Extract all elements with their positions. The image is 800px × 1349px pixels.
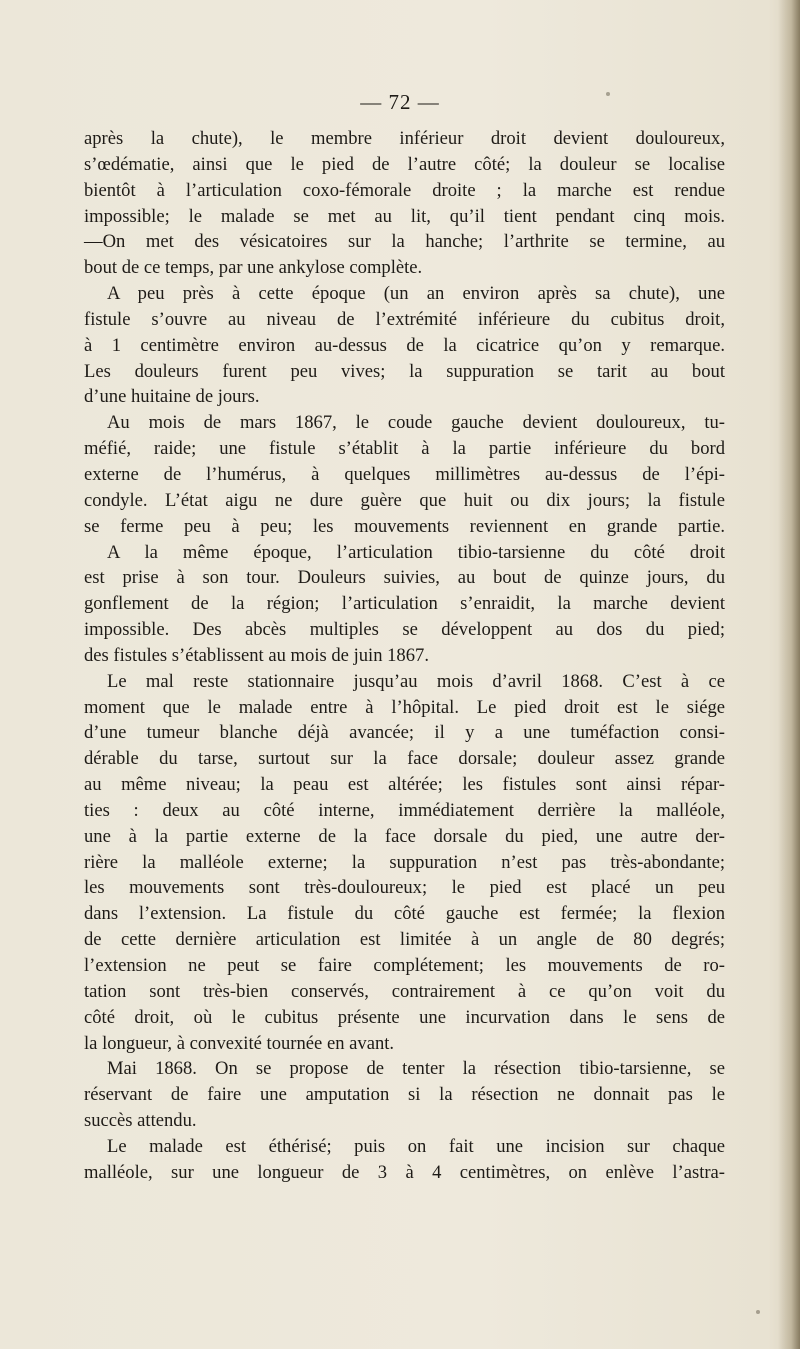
text-line: externe de l’humérus, à quelques millimètres au-dessus de l’épi- [84,463,725,485]
text-line: Les douleurs furent peu vives; la suppuration se tarit au bout [84,360,725,382]
text-line: Mai 1868. On se propose de tenter la résection tibio-tarsienne, se [107,1058,725,1080]
text-line: bientôt à l’articulation coxo-fémorale droite ; la marche est rendue [84,179,725,201]
text-line: tation sont très-bien conservés, contrairement à ce qu’on voit du [84,980,725,1002]
text-line: se ferme peu à peu; les mouvements reviennent en grande partie. [84,515,725,537]
text-line: Au mois de mars 1867, le coude gauche devient douloureux, tu- [107,412,725,434]
paper-speck [756,1310,760,1314]
text-line: rière la malléole externe; la suppuration n’est pas très-abondante; [84,851,725,873]
text-line: Le malade est éthérisé; puis on fait une incision sur chaque [107,1135,725,1157]
text-line: d’une huitaine de jours. [84,386,260,408]
text-line: moment que le malade entre à l’hôpital. Le pied droit est le siége [84,696,725,718]
text-line: la longueur, à convexité tournée en avant. [84,1032,395,1054]
text-line: A la même époque, l’articulation tibio-tarsienne du côté droit [107,541,725,563]
text-line: Le mal reste stationnaire jusqu’au mois d’avril 1868. C’est à ce [107,670,725,692]
text-line: une à la partie externe de la face dorsale du pied, une autre der- [84,825,725,847]
text-line: fistule s’ouvre au niveau de l’extrémité inférieure du cubitus droit, [84,308,725,330]
page-edge-shadow [778,0,800,1349]
text-line: à 1 centimètre environ au-dessus de la cicatrice qu’on y remarque. [84,334,725,356]
text-line: méfié, raide; une fistule s’établit à la partie inférieure du bord [84,438,725,460]
text-line: malléole, sur une longueur de 3 à 4 centimètres, on enlève l’astra- [84,1161,725,1183]
text-line: impossible; le malade se met au lit, qu’il tient pendant cinq mois. [84,205,725,227]
text-line: ties : deux au côté interne, immédiatement derrière la malléole, [84,799,725,821]
text-line: bout de ce temps, par une ankylose complète. [84,257,423,279]
text-line: dans l’extension. La fistule du côté gauche est fermée; la flexion [84,903,725,925]
text-line: impossible. Des abcès multiples se développent au dos du pied; [84,619,725,641]
text-line: A peu près à cette époque (un an environ après sa chute), une [107,283,725,305]
text-line: succès attendu. [84,1110,197,1132]
paper-speck [606,92,610,96]
text-line: des fistules s’établissent au mois de juin 1867. [84,644,429,666]
text-line: d’une tumeur blanche déjà avancée; il y a une tuméfaction consi- [84,722,725,744]
text-line: s’œdématie, ainsi que le pied de l’autre côté; la douleur se localise [84,153,725,175]
text-line: condyle. L’état aigu ne dure guère que huit ou dix jours; la fistule [84,489,725,511]
text-line: dérable du tarse, surtout sur la face dorsale; douleur assez grande [84,748,725,770]
text-line: réservant de faire une amputation si la résection ne donnait pas le [84,1084,725,1106]
text-line: l’extension ne peut se faire complétement; les mouvements de ro- [84,955,725,976]
text-line: les mouvements sont très-douloureux; le pied est placé un peu [84,877,725,899]
text-line: est prise à son tour. Douleurs suivies, au bout de quinze jours, du [84,567,725,589]
text-line: —On met des vésicatoires sur la hanche; l’arthrite se termine, au [84,231,725,253]
text-line: gonflement de la région; l’articulation s’enraidit, la marche devient [84,593,725,615]
text-line: après la chute), le membre inférieur droit devient douloureux, [84,128,725,149]
text-line: de cette dernière articulation est limitée à un angle de 80 degrés; [84,929,725,951]
text-line: au même niveau; la peau est altérée; les fistules sont ainsi répar- [84,774,725,796]
text-line: côté droit, où le cubitus présente une incurvation dans le sens de [84,1006,725,1028]
body-text [84,126,725,1186]
page-number: — 72 — [360,90,440,114]
